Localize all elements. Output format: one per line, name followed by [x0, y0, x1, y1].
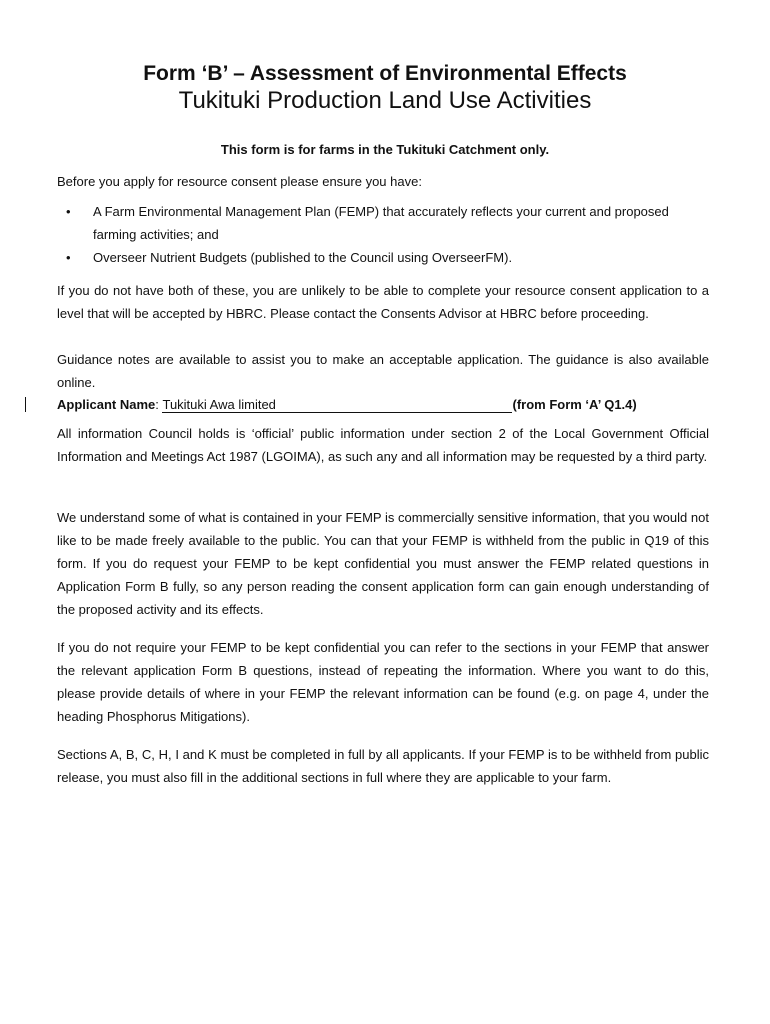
list-item-text: A Farm Environmental Management Plan (FEMP) that accurately reflects your current and proposed farming activities; and: [93, 204, 669, 242]
lgoima-paragraph: All information Council holds is ‘official’ public information under section 2 of the Local Government Official Information and Meetings Act 1987 (LGOIMA), as such any and all information may be requested by a third party.: [57, 426, 709, 464]
catchment-notice: This form is for farms in the Tukituki Catchment only.: [220, 142, 550, 157]
applicant-name-field[interactable]: Tukituki Awa limited: [162, 397, 512, 413]
requirements-list: [57, 200, 709, 269]
applicant-name-reference: (from Form ‘A’ Q1.4): [512, 397, 637, 412]
bullet-icon: •: [66, 204, 71, 219]
text-cursor: [25, 397, 26, 412]
applicant-name-row: [57, 395, 709, 415]
list-item-text: Overseer Nutrient Budgets (published to the Council using OverseerFM).: [93, 250, 513, 265]
list-item: [57, 246, 709, 269]
list-item: [57, 200, 709, 246]
applicant-name-label: Applicant Name: [57, 397, 156, 412]
applicant-name-separator: :: [155, 397, 163, 412]
intro-text: Before you apply for resource consent please ensure you have:: [57, 174, 422, 189]
guidance-paragraph: Guidance notes are available to assist you to make an acceptable application. The guidance is also available online.: [57, 352, 709, 390]
bullet-icon: •: [66, 250, 71, 265]
sections-required-paragraph: Sections A, B, C, H, I and K must be completed in full by all applicants. If your FEMP is to be withheld from public release, you must also fill in the additional sections in full where they are applicable to your farm.: [57, 747, 709, 785]
femp-reference-paragraph: If you do not require your FEMP to be kept confidential you can refer to the sections in your FEMP that answer the relevant application Form B questions, instead of repeating the information. Where you want to do this, please provide details of where in your FEMP the relevant information can be found (e.g. on page 4, under the heading Phosphorus Mitigations).: [57, 640, 709, 724]
form-title: Form ‘B’ – Assessment of Environmental Effects: [143, 62, 627, 85]
form-subtitle: Tukituki Production Land Use Activities: [178, 87, 592, 114]
consent-warning-paragraph: If you do not have both of these, you are unlikely to be able to complete your resource consent application to a level that will be accepted by HBRC. Please contact the Consents Advisor at HBRC before proceeding.: [57, 283, 709, 321]
femp-confidential-paragraph: We understand some of what is contained in your FEMP is commercially sensitive information, that you would not like to be made freely available to the public. You can that your FEMP is withheld from the public in Q19 of this form. If you do request your FEMP to be kept confidential you must answer the FEMP related questions in Application Form B fully, so any person reading the consent application form can gain enough understanding of the proposed activity and its effects.: [57, 510, 709, 617]
